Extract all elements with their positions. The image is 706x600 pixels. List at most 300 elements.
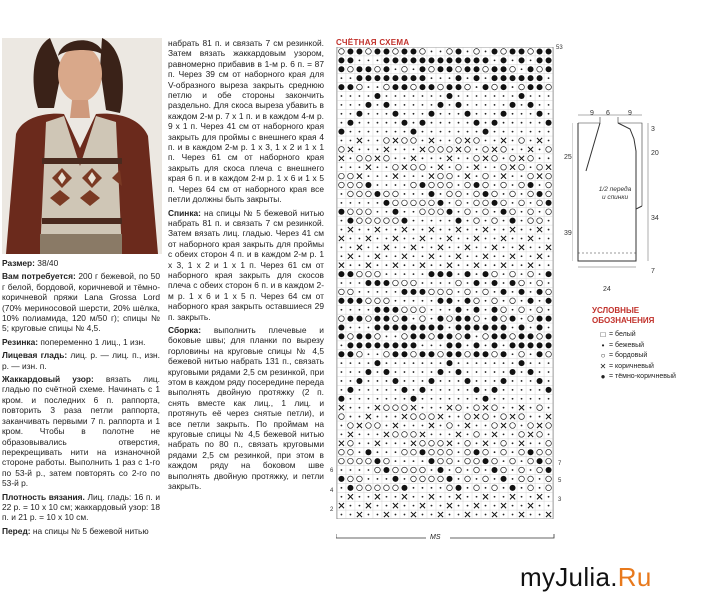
dim-right-7: 7: [651, 268, 655, 275]
chart-stitch: [458, 122, 460, 124]
chart-stitch: [485, 371, 487, 373]
chart-stitch: [503, 95, 505, 97]
chart-stitch: [492, 200, 498, 206]
chart-stitch: [386, 264, 388, 266]
chart-stitch: [467, 255, 469, 257]
chart-stitch: [377, 238, 379, 240]
chart-stitch: [377, 433, 379, 435]
chart-stitch: [431, 51, 433, 53]
chart-stitch: [539, 131, 541, 133]
chart-stitch: [546, 342, 552, 348]
chart-stitch: [456, 48, 462, 54]
chart-stitch: [365, 66, 371, 72]
chart-stitch: [474, 182, 480, 188]
chart-stitch: [465, 66, 471, 72]
chart-stitch: [476, 95, 478, 97]
chart-stitch: [521, 238, 523, 240]
chart-stitch: [447, 476, 453, 482]
chart-stitch: [458, 442, 460, 444]
chart-stitch: [501, 84, 507, 90]
rib-paragraph: Резинка: попеременно 1 лиц., 1 изн.: [2, 336, 146, 347]
chart-stitch: [465, 325, 471, 331]
row-number-left-2: 2: [330, 507, 334, 513]
chart-stitch: [359, 451, 361, 453]
chart-stitch: [359, 59, 361, 61]
chart-stitch: [440, 140, 442, 142]
chart-stitch: [537, 458, 543, 464]
chart-stitch: [404, 273, 406, 275]
chart-stitch: [492, 325, 498, 331]
chart-stitch: [413, 460, 415, 462]
chart-stitch: [413, 175, 415, 177]
chart-stitch: [374, 75, 380, 81]
chart-stitch: [458, 264, 460, 266]
chart-stitch: [440, 131, 442, 133]
chart-stitch: [449, 380, 451, 382]
chart-stitch: [368, 362, 370, 364]
chart-stitch: [530, 362, 532, 364]
chart-stitch: [539, 300, 541, 302]
chart-stitch: [492, 75, 498, 81]
chart-stitch: [404, 104, 406, 106]
chart-stitch: [528, 75, 534, 81]
chart-stitch: [494, 362, 496, 364]
chart-stitch: [395, 122, 397, 124]
chart-stitch: [419, 57, 425, 63]
chart-stitch: [431, 246, 433, 248]
chart-stitch: [410, 289, 416, 295]
chart-stitch: [467, 131, 469, 133]
chart-stitch: [350, 514, 352, 516]
chart-stitch: [377, 416, 379, 418]
chart-stitch: [422, 514, 424, 516]
chart-stitch: [456, 57, 462, 63]
chart-stitch: [458, 362, 460, 364]
chart-stitch: [401, 351, 407, 357]
chart-stitch: [431, 300, 433, 302]
chart-stitch: [537, 325, 543, 331]
chart-stitch: [539, 184, 541, 186]
chart-stitch: [458, 113, 460, 115]
chart-stitch: [347, 485, 353, 491]
chart-stitch: [539, 273, 541, 275]
chart-stitch: [395, 68, 397, 70]
chart-stitch: [503, 273, 505, 275]
chart-stitch: [341, 229, 343, 231]
chart-stitch: [395, 131, 397, 133]
chart-stitch: [401, 316, 407, 322]
chart-stitch: [485, 238, 487, 240]
chart-stitch: [350, 407, 352, 409]
chart-stitch: [428, 57, 434, 63]
chart-stitch: [368, 309, 370, 311]
chart-stitch: [476, 131, 478, 133]
chart-stitch: [368, 131, 370, 133]
chart-stitch: [537, 351, 543, 357]
chart-stitch: [338, 351, 344, 357]
chart-stitch: [440, 113, 442, 115]
chart-stitch: [422, 104, 424, 106]
chart-stitch: [413, 380, 415, 382]
chart-stitch: [368, 229, 370, 231]
chart-stitch: [474, 66, 480, 72]
chart-stitch: [392, 378, 398, 384]
chart-stitch: [548, 255, 550, 257]
chart-stitch: [548, 505, 550, 507]
row-number-top: 53: [556, 45, 563, 51]
chart-stitch: [503, 433, 505, 435]
chart-stitch: [494, 496, 496, 498]
chart-stitch: [548, 104, 550, 106]
chart-stitch: [440, 229, 442, 231]
chart-stitch: [386, 291, 388, 293]
chart-stitch: [474, 120, 480, 126]
chart-stitch: [341, 344, 343, 346]
chart-stitch: [474, 449, 480, 455]
chart-stitch: [512, 131, 514, 133]
chart-stitch: [548, 496, 550, 498]
chart-stitch: [483, 84, 489, 90]
chart-stitch: [395, 371, 397, 373]
chart-stitch: [503, 157, 505, 159]
chart-stitch: [395, 398, 397, 400]
chart-stitch: [422, 220, 424, 222]
chart-stitch: [476, 104, 478, 106]
chart-stitch: [386, 229, 388, 231]
chart-stitch: [368, 389, 370, 391]
chart-stitch: [350, 166, 352, 168]
chart-stitch: [368, 398, 370, 400]
chart-stitch: [503, 300, 505, 302]
chart-stitch: [428, 111, 434, 117]
chart-stitch: [392, 476, 398, 482]
chart-stitch: [476, 398, 478, 400]
chart-stitch: [456, 369, 462, 375]
chart-stitch: [437, 316, 443, 322]
chart-stitch: [485, 362, 487, 364]
chart-stitch: [449, 327, 451, 329]
chart-stitch: [458, 175, 460, 177]
chart-stitch: [521, 318, 523, 320]
chart-stitch: [521, 68, 523, 70]
chart-stitch: [485, 309, 487, 311]
chart-stitch: [428, 458, 434, 464]
chart-stitch: [530, 131, 532, 133]
chart-stitch: [419, 75, 425, 81]
chart-stitch: [467, 389, 469, 391]
chart-stitch: [395, 246, 397, 248]
chart-stitch: [359, 496, 361, 498]
chart-stitch: [410, 333, 416, 339]
chart-stitch: [467, 193, 469, 195]
chart-stitch: [431, 398, 433, 400]
chart-stitch: [431, 487, 433, 489]
dim-right-20: 20: [651, 150, 659, 157]
chart-stitch: [341, 380, 343, 382]
chart-stitch: [350, 282, 352, 284]
chart-stitch: [392, 111, 398, 117]
chart-stitch: [359, 264, 361, 266]
chart-stitch: [458, 398, 460, 400]
chart-stitch: [368, 478, 370, 480]
chart-stitch: [530, 282, 532, 284]
chart-stitch: [458, 505, 460, 507]
chart-stitch: [521, 211, 523, 213]
chart-stitch: [395, 460, 397, 462]
chart-stitch: [539, 389, 541, 391]
chart-stitch: [356, 378, 362, 384]
chart-stitch: [485, 487, 487, 489]
chart-stitch: [368, 433, 370, 435]
chart-stitch: [512, 202, 514, 204]
chart-stitch: [485, 389, 487, 391]
chart-stitch: [492, 307, 498, 313]
chart-stitch: [546, 316, 552, 322]
chart-stitch: [537, 378, 543, 384]
chart-stitch: [383, 200, 389, 206]
chart-stitch: [401, 387, 407, 393]
chart-stitch: [494, 380, 496, 382]
chart-stitch: [440, 380, 442, 382]
chart-stitch: [476, 229, 478, 231]
chart-stitch: [474, 351, 480, 357]
chart-stitch: [449, 469, 451, 471]
chart-stitch: [530, 59, 532, 61]
chart-stitch: [530, 416, 532, 418]
chart-stitch: [494, 238, 496, 240]
chart-stitch: [368, 514, 370, 516]
chart-stitch: [440, 77, 442, 79]
chart-stitch: [413, 496, 415, 498]
chart-stitch: [503, 282, 505, 284]
chart-stitch: [422, 487, 424, 489]
chart-stitch: [492, 280, 498, 286]
chart-stitch: [422, 371, 424, 373]
chart-stitch: [422, 157, 424, 159]
chart-stitch: [347, 120, 353, 126]
chart-stitch: [347, 298, 353, 304]
chart-stitch: [431, 407, 433, 409]
chart-stitch: [494, 416, 496, 418]
chart-stitch: [383, 325, 389, 331]
chart-stitch: [386, 122, 388, 124]
chart-stitch: [422, 300, 424, 302]
chart-stitch: [503, 220, 505, 222]
chart-stitch: [537, 75, 543, 81]
chart-stitch: [546, 387, 552, 393]
chart-stitch: [395, 416, 397, 418]
chart-stitch: [350, 246, 352, 248]
chart-stitch: [356, 316, 362, 322]
chart-stitch: [546, 48, 552, 54]
chart-stitch: [537, 289, 543, 295]
legend-item-brown: ✕ = коричневый: [597, 362, 676, 373]
dim-top-1: 9: [590, 110, 594, 117]
chart-stitch: [503, 122, 505, 124]
chart-stitch: [467, 51, 469, 53]
chart-stitch: [530, 398, 532, 400]
chart-stitch: [338, 476, 344, 482]
legend-item-dark-brown: ● = тёмно-коричневый: [597, 372, 676, 383]
chart-stitch: [341, 104, 343, 106]
chart-stitch: [341, 220, 343, 222]
chart-stitch: [341, 246, 343, 248]
chart-stitch: [492, 66, 498, 72]
chart-stitch: [503, 193, 505, 195]
chart-stitch: [359, 95, 361, 97]
chart-stitch: [386, 362, 388, 364]
chart-stitch: [521, 131, 523, 133]
dim-bottom-24: 24: [603, 286, 611, 293]
chart-stitch: [404, 514, 406, 516]
dim-left-39: 39: [564, 230, 572, 237]
chart-stitch: [519, 75, 525, 81]
chart-stitch: [395, 389, 397, 391]
chart-stitch: [501, 325, 507, 331]
chart-stitch: [476, 149, 478, 151]
chart-stitch: [458, 425, 460, 427]
chart-stitch: [528, 449, 534, 455]
chart-stitch: [431, 469, 433, 471]
chart-stitch: [404, 211, 406, 213]
chart-stitch: [341, 371, 343, 373]
chart-stitch: [447, 333, 453, 339]
chart-stitch: [539, 505, 541, 507]
chart-stitch: [440, 398, 442, 400]
chart-stitch: [458, 131, 460, 133]
chart-stitch: [510, 316, 516, 322]
chart-stitch: [440, 282, 442, 284]
chart-stitch: [456, 485, 462, 491]
chart-stitch: [458, 389, 460, 391]
chart-stitch: [501, 57, 507, 63]
chart-stitch: [476, 380, 478, 382]
chart-stitch: [494, 131, 496, 133]
chart-stitch: [485, 514, 487, 516]
chart-stitch: [503, 460, 505, 462]
chart-stitch: [456, 84, 462, 90]
chart-stitch: [476, 273, 478, 275]
chart-stitch: [422, 380, 424, 382]
chart-stitch: [368, 442, 370, 444]
chart-stitch: [449, 166, 451, 168]
chart-stitch: [458, 157, 460, 159]
chart-stitch: [422, 398, 424, 400]
chart-stitch: [368, 122, 370, 124]
chart-stitch: [530, 291, 532, 293]
chart-stitch: [501, 209, 507, 215]
chart-stitch: [350, 104, 352, 106]
chart-stitch: [485, 380, 487, 382]
chart-stitch: [519, 289, 525, 295]
chart-stitch: [359, 389, 361, 391]
chart-stitch: [447, 209, 453, 215]
chart-stitch: [512, 309, 514, 311]
chart-stitch: [404, 398, 406, 400]
chart-stitch: [359, 433, 361, 435]
chart-stitch: [492, 316, 498, 322]
chart-stitch: [548, 371, 550, 373]
chart-stitch: [377, 514, 379, 516]
chart-stitch: [485, 505, 487, 507]
chart-stitch: [365, 102, 371, 108]
chart-stitch: [548, 282, 550, 284]
chart-stitch: [368, 353, 370, 355]
chart-stitch: [386, 451, 388, 453]
chart-stitch: [440, 193, 442, 195]
chart-stitch: [483, 325, 489, 331]
front-paragraph: Перед: на спицы № 5 бежевой нитью: [2, 525, 149, 536]
chart-stitch: [386, 113, 388, 115]
chart-stitch: [447, 57, 453, 63]
chart-stitch: [501, 66, 507, 72]
chart-stitch: [521, 371, 523, 373]
chart-stitch: [440, 425, 442, 427]
chart-stitch: [359, 255, 361, 257]
chart-stitch: [341, 140, 343, 142]
chart-stitch: [467, 505, 469, 507]
chart-stitch: [383, 369, 389, 375]
chart-stitch: [530, 229, 532, 231]
chart-stitch: [383, 48, 389, 54]
chart-stitch: [377, 202, 379, 204]
chart-stitch: [440, 122, 442, 124]
chart-stitch: [458, 238, 460, 240]
chart-stitch: [465, 378, 471, 384]
chart-stitch: [404, 505, 406, 507]
chart-stitch: [492, 333, 498, 339]
chart-stitch: [359, 149, 361, 151]
instructions-column-1: [2, 258, 160, 539]
chart-stitch: [383, 467, 389, 473]
chart-stitch: [539, 371, 541, 373]
chart-stitch: [341, 282, 343, 284]
chart-stitch: [440, 496, 442, 498]
chart-stitch: [401, 120, 407, 126]
chart-stitch: [503, 344, 505, 346]
chart-stitch: [341, 193, 343, 195]
chart-stitch: [419, 449, 425, 455]
chart-stitch: [539, 211, 541, 213]
chart-stitch: [537, 48, 543, 54]
chart-stitch: [456, 307, 462, 313]
chart-stitch: [413, 318, 415, 320]
chart-stitch: [440, 157, 442, 159]
chart-stitch: [539, 95, 541, 97]
chart-stitch: [368, 496, 370, 498]
chart-stitch: [374, 458, 380, 464]
chart-stitch: [512, 398, 514, 400]
chart-stitch: [548, 380, 550, 382]
chart-stitch: [440, 389, 442, 391]
chart-stitch: [377, 264, 379, 266]
chart-stitch: [458, 273, 460, 275]
chart-stitch: [404, 300, 406, 302]
chart-stitch: [467, 487, 469, 489]
chart-stitch: [539, 487, 541, 489]
chart-stitch: [392, 307, 398, 313]
chart-stitch: [341, 255, 343, 257]
chart-stitch: [539, 264, 541, 266]
chart-stitch: [449, 77, 451, 79]
chart-stitch: [386, 425, 388, 427]
chart-stitch: [548, 95, 550, 97]
chart-stitch: [458, 184, 460, 186]
chart-stitch: [395, 514, 397, 516]
chart-stitch: [350, 95, 352, 97]
chart-stitch: [356, 333, 362, 339]
chart-stitch: [422, 95, 424, 97]
